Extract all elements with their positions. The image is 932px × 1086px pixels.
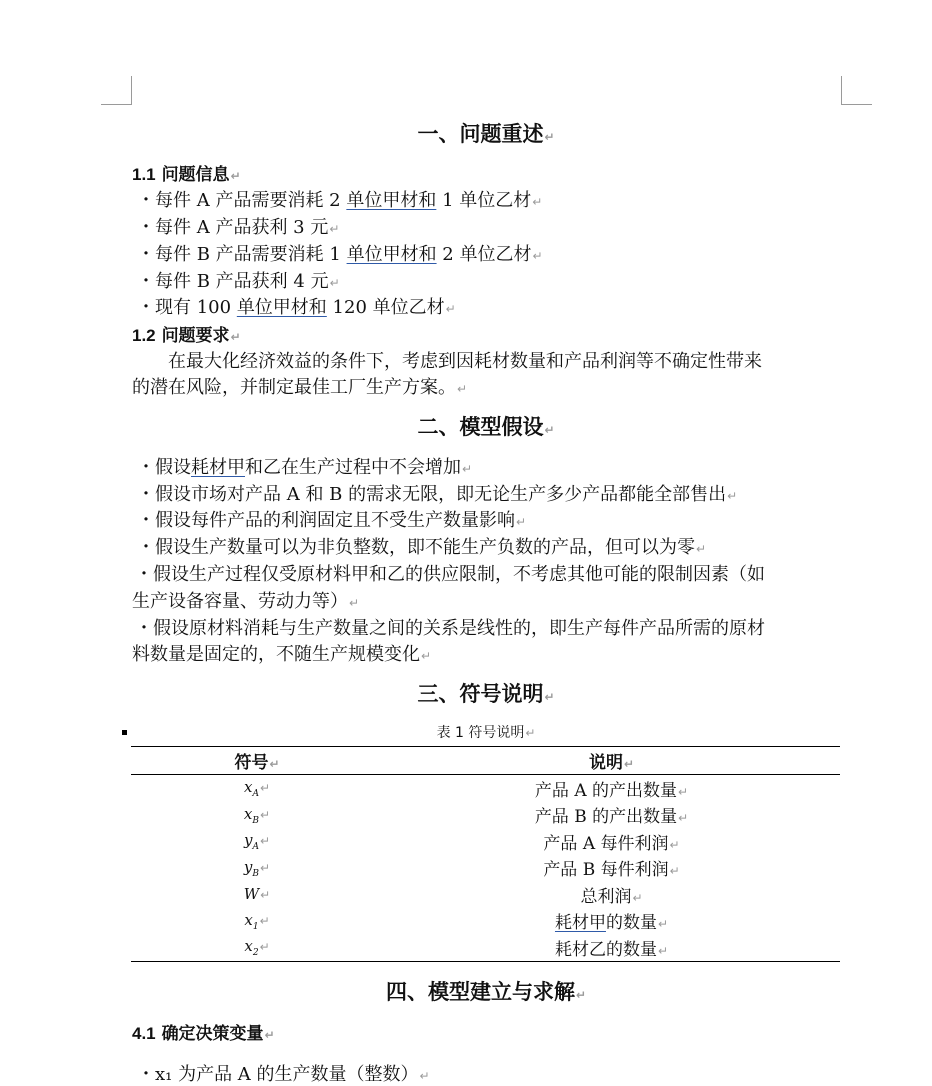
table-cell-desc[interactable]: 产品 A 每件利润↵ xyxy=(543,833,680,854)
table-row xyxy=(131,775,840,802)
list-item[interactable]: ・每件 A 产品需要消耗 2 单位甲材和 1 单位乙材↵ xyxy=(137,190,543,211)
list-item[interactable]: ・每件 B 产品获利 4 元↵ xyxy=(137,271,340,292)
list-item[interactable]: ・假设耗材甲和乙在生产过程中不会增加↵ xyxy=(137,457,473,478)
table-row xyxy=(131,881,840,908)
subsection-heading[interactable]: 4.1 确定决策变量↵ xyxy=(132,1024,275,1044)
list-item-continuation[interactable]: 料数量是固定的，不随生产规模变化↵ xyxy=(132,644,432,665)
list-item[interactable]: ・现有 100 单位甲材和 120 单位乙材↵ xyxy=(137,297,456,318)
table-row xyxy=(131,934,840,961)
table-row xyxy=(131,828,840,855)
table-cell-symbol[interactable]: $y_A↵$ xyxy=(243,831,271,853)
section-heading[interactable]: 四、模型建立与求解↵ xyxy=(385,979,587,1004)
anchor-icon xyxy=(122,730,127,735)
table-header-cell[interactable]: 说明↵ xyxy=(383,747,840,775)
table-cell-desc[interactable]: 耗材甲的数量↵ xyxy=(554,913,669,934)
paragraph-line[interactable]: 的潜在风险，并制定最佳工厂生产方案。↵ xyxy=(132,377,468,398)
symbol-table xyxy=(131,746,840,962)
table-cell-symbol[interactable]: $y_B↵$ xyxy=(243,857,271,879)
table-cell-desc[interactable]: 产品 B 每件利润↵ xyxy=(543,860,680,881)
list-item[interactable]: ・x₁ 为产品 A 的生产数量（整数）↵ xyxy=(137,1064,430,1085)
table-row xyxy=(131,908,840,935)
table-cell-symbol[interactable]: $x_B↵$ xyxy=(243,804,271,826)
table-cell-desc[interactable]: 总利润↵ xyxy=(580,886,643,907)
table-cell-symbol[interactable]: $x_A↵$ xyxy=(243,778,271,800)
table-cell-symbol[interactable]: $x_2↵$ xyxy=(131,934,383,961)
table-cell-symbol[interactable]: W↵ xyxy=(243,885,271,904)
list-item[interactable]: ・假设市场对产品 A 和 B 的需求无限，即无论生产多少产品都能全部售出↵ xyxy=(137,484,738,505)
list-item[interactable]: ・假设原材料消耗与生产数量之间的关系是线性的，即生产每件产品所需的原材 xyxy=(135,618,765,639)
list-item[interactable]: ・假设生产数量可以为非负整数，即不能生产负数的产品，但可以为零↵ xyxy=(137,537,707,558)
table-caption[interactable]: 表 1 符号说明↵ xyxy=(436,725,536,741)
section-heading[interactable]: 二、模型假设↵ xyxy=(417,414,555,439)
list-item[interactable]: ・假设每件产品的利润固定且不受生产数量影响↵ xyxy=(137,510,527,531)
table-cell-desc[interactable]: 产品 B 的产出数量↵ xyxy=(534,807,689,828)
section-heading[interactable]: 一、问题重述↵ xyxy=(417,121,555,146)
paragraph-line[interactable]: 在最大化经济效益的条件下，考虑到因耗材数量和产品利润等不确定性带来 xyxy=(132,351,762,372)
list-item[interactable]: ・每件 A 产品获利 3 元↵ xyxy=(137,217,340,238)
subsection-heading[interactable]: 1.1 问题信息↵ xyxy=(132,165,241,185)
table-cell-desc[interactable]: 产品 A 的产出数量↵ xyxy=(534,780,689,801)
table-row xyxy=(131,855,840,882)
subsection-heading[interactable]: 1.2 问题要求↵ xyxy=(132,326,241,346)
section-heading[interactable]: 三、符号说明↵ xyxy=(417,681,555,706)
table-header-row xyxy=(131,747,840,775)
table-header-cell[interactable]: 符号↵ xyxy=(131,747,383,775)
page-corner-mark xyxy=(841,76,872,105)
table-cell-symbol[interactable]: $x_1↵$ xyxy=(244,910,270,932)
page-corner-mark xyxy=(101,76,132,105)
table-cell-desc[interactable]: 耗材乙的数量↵ xyxy=(383,934,840,961)
list-item-continuation[interactable]: 生产设备容量、劳动力等）↵ xyxy=(132,591,360,612)
table-row xyxy=(131,802,840,829)
list-item[interactable]: ・假设生产过程仅受原材料甲和乙的供应限制，不考虑其他可能的限制因素（如 xyxy=(135,564,765,585)
list-item[interactable]: ・每件 B 产品需要消耗 1 单位甲材和 2 单位乙材↵ xyxy=(137,244,543,265)
